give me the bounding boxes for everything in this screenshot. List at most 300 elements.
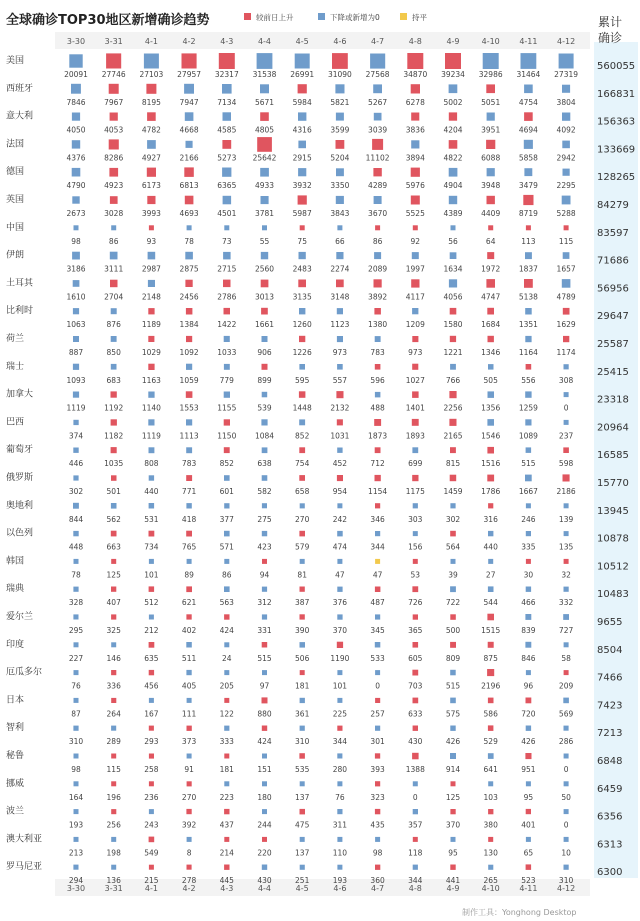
value-label: 392 bbox=[181, 820, 197, 830]
value-label: 402 bbox=[181, 626, 197, 635]
value-label: 1667 bbox=[518, 487, 538, 496]
value-cell bbox=[148, 280, 155, 287]
value-cell bbox=[72, 168, 81, 177]
value-cell bbox=[109, 139, 119, 149]
value-label: 209 bbox=[558, 681, 574, 691]
value-cell bbox=[411, 168, 420, 177]
value-cell bbox=[187, 559, 192, 564]
date-label-top: 4-7 bbox=[371, 37, 385, 46]
value-label: 563 bbox=[219, 598, 234, 608]
value-cell bbox=[223, 252, 231, 260]
value-label: 815 bbox=[445, 459, 461, 469]
value-label: 6088 bbox=[481, 153, 501, 163]
value-label: 1154 bbox=[368, 487, 388, 496]
value-cell bbox=[335, 84, 344, 93]
value-cell bbox=[487, 113, 495, 121]
total-value: 133669 bbox=[597, 144, 636, 156]
value-cell bbox=[262, 503, 267, 508]
value-label: 0 bbox=[375, 681, 380, 691]
country-label: 韩国 bbox=[6, 556, 25, 567]
value-cell bbox=[337, 503, 342, 508]
value-cell bbox=[563, 474, 570, 481]
value-cell bbox=[148, 419, 154, 425]
value-label: 535 bbox=[295, 765, 310, 774]
value-label: 111 bbox=[181, 709, 197, 719]
value-label: 4117 bbox=[405, 292, 425, 302]
country-label: 加拿大 bbox=[6, 389, 34, 400]
value-label: 638 bbox=[257, 459, 272, 469]
value-cell bbox=[375, 587, 381, 593]
value-cell bbox=[148, 392, 154, 398]
value-label: 1448 bbox=[292, 403, 312, 413]
value-cell bbox=[337, 225, 342, 230]
value-cell bbox=[412, 670, 418, 676]
value-label: 1580 bbox=[443, 320, 463, 330]
value-cell bbox=[111, 336, 117, 342]
value-label: 1553 bbox=[179, 403, 199, 413]
value-cell bbox=[187, 837, 192, 842]
value-cell bbox=[564, 420, 569, 425]
value-label: 258 bbox=[144, 765, 159, 774]
total-value: 560055 bbox=[597, 61, 636, 72]
value-label: 3804 bbox=[556, 97, 576, 107]
value-label: 779 bbox=[219, 375, 234, 385]
value-cell bbox=[337, 364, 343, 370]
value-label: 4754 bbox=[518, 97, 538, 107]
value-cell bbox=[111, 559, 116, 564]
value-cell bbox=[74, 809, 79, 814]
country-label: 瑞典 bbox=[6, 584, 25, 595]
value-label: 2166 bbox=[179, 153, 199, 163]
value-cell bbox=[411, 196, 420, 205]
value-cell bbox=[413, 781, 418, 786]
country-label: 巴西 bbox=[6, 417, 25, 428]
total-value: 83597 bbox=[597, 227, 629, 239]
date-label-top: 4-8 bbox=[408, 37, 422, 46]
value-label: 1174 bbox=[556, 348, 576, 357]
value-cell bbox=[488, 531, 493, 536]
value-label: 115 bbox=[106, 765, 121, 774]
value-label: 95 bbox=[448, 848, 458, 858]
value-label: 569 bbox=[558, 709, 574, 719]
value-cell bbox=[260, 84, 269, 93]
value-cell bbox=[261, 280, 269, 288]
value-label: 312 bbox=[257, 598, 272, 608]
total-value: 84279 bbox=[597, 200, 629, 211]
value-label: 73 bbox=[222, 236, 232, 246]
value-label: 424 bbox=[257, 737, 272, 747]
value-label: 4289 bbox=[368, 181, 388, 191]
value-label: 1093 bbox=[66, 375, 86, 385]
value-label: 89 bbox=[184, 570, 194, 580]
value-cell bbox=[564, 503, 569, 508]
value-cell bbox=[224, 559, 229, 564]
value-cell bbox=[262, 447, 268, 453]
value-cell bbox=[74, 559, 79, 564]
value-label: 954 bbox=[332, 487, 348, 496]
value-cell bbox=[375, 225, 380, 230]
value-label: 641 bbox=[483, 765, 498, 774]
value-cell bbox=[149, 809, 154, 814]
value-cell bbox=[260, 112, 269, 121]
value-cell bbox=[413, 865, 418, 870]
value-cell bbox=[412, 475, 418, 481]
value-label: 1084 bbox=[254, 431, 275, 441]
value-cell bbox=[261, 308, 268, 315]
value-cell bbox=[413, 726, 418, 731]
value-cell bbox=[262, 614, 267, 619]
value-cell bbox=[186, 391, 193, 398]
value-label: 2915 bbox=[292, 153, 312, 163]
value-cell bbox=[563, 447, 569, 453]
value-label: 2875 bbox=[179, 264, 199, 274]
value-label: 596 bbox=[370, 375, 385, 385]
value-cell bbox=[564, 225, 569, 230]
value-label: 515 bbox=[445, 681, 461, 691]
value-cell bbox=[336, 196, 344, 204]
value-label: 220 bbox=[257, 848, 272, 858]
value-label: 34870 bbox=[403, 70, 428, 79]
value-cell bbox=[73, 280, 80, 287]
value-cell bbox=[300, 698, 305, 703]
value-label: 113 bbox=[521, 236, 536, 246]
country-label: 比利时 bbox=[6, 306, 34, 317]
date-label-top: 3-30 bbox=[66, 37, 86, 46]
value-cell bbox=[563, 614, 569, 620]
value-cell bbox=[299, 336, 305, 342]
total-value: 6313 bbox=[597, 839, 623, 851]
value-cell bbox=[412, 753, 419, 760]
value-cell bbox=[523, 195, 533, 205]
value-cell bbox=[564, 754, 569, 759]
value-label: 65 bbox=[523, 848, 534, 858]
value-cell bbox=[111, 698, 116, 703]
country-label: 葡萄牙 bbox=[6, 445, 34, 456]
value-label: 808 bbox=[144, 459, 159, 469]
value-cell bbox=[187, 865, 192, 870]
value-cell bbox=[449, 84, 458, 93]
value-label: 850 bbox=[106, 348, 121, 357]
value-cell bbox=[148, 364, 154, 370]
value-label: 973 bbox=[332, 348, 348, 357]
value-label: 76 bbox=[71, 681, 81, 691]
value-label: 1033 bbox=[217, 348, 237, 357]
total-value: 13945 bbox=[597, 505, 629, 517]
value-cell bbox=[562, 196, 571, 205]
value-label: 1140 bbox=[141, 403, 161, 413]
value-cell bbox=[72, 196, 79, 203]
value-label: 1119 bbox=[66, 403, 86, 413]
value-label: 726 bbox=[408, 598, 423, 608]
total-value: 6356 bbox=[597, 811, 623, 823]
value-label: 4050 bbox=[66, 125, 86, 135]
value-cell bbox=[564, 559, 569, 564]
value-cell bbox=[336, 113, 344, 121]
value-cell bbox=[486, 140, 495, 149]
value-label: 0 bbox=[563, 403, 569, 413]
value-label: 3111 bbox=[104, 264, 124, 274]
value-cell bbox=[375, 559, 380, 564]
value-cell bbox=[562, 279, 571, 288]
value-label: 771 bbox=[181, 487, 197, 496]
value-label: 361 bbox=[295, 709, 310, 719]
value-cell bbox=[375, 503, 380, 508]
value-cell bbox=[450, 447, 456, 453]
value-cell bbox=[375, 781, 380, 786]
value-cell bbox=[300, 587, 305, 592]
value-cell bbox=[149, 754, 154, 759]
value-label: 1346 bbox=[481, 348, 501, 357]
value-cell bbox=[449, 196, 457, 204]
value-cell bbox=[564, 809, 569, 814]
value-cell bbox=[73, 336, 79, 342]
country-label: 土耳其 bbox=[6, 278, 34, 289]
value-cell bbox=[187, 225, 192, 230]
total-value: 7466 bbox=[597, 672, 623, 684]
value-cell bbox=[147, 140, 156, 149]
value-cell bbox=[111, 809, 116, 814]
value-label: 344 bbox=[408, 876, 423, 886]
value-label: 4904 bbox=[443, 181, 463, 191]
value-label: 579 bbox=[295, 542, 310, 552]
value-label: 1175 bbox=[405, 487, 425, 496]
value-label: 3013 bbox=[254, 292, 275, 302]
country-label: 西班牙 bbox=[6, 83, 34, 94]
value-cell bbox=[413, 837, 418, 842]
country-label: 德国 bbox=[6, 167, 25, 178]
value-label: 214 bbox=[219, 848, 234, 858]
value-label: 110 bbox=[332, 848, 348, 858]
value-label: 24 bbox=[222, 653, 232, 663]
value-label: 377 bbox=[219, 514, 234, 524]
value-label: 370 bbox=[445, 820, 461, 830]
value-label: 5976 bbox=[405, 181, 425, 191]
value-label: 212 bbox=[144, 626, 159, 635]
value-cell bbox=[521, 53, 537, 69]
value-label: 2560 bbox=[254, 264, 275, 274]
value-label: 92 bbox=[410, 236, 421, 246]
date-label-bottom: 4-2 bbox=[182, 884, 196, 893]
country-label: 瑞士 bbox=[6, 361, 25, 372]
date-label-top: 3-31 bbox=[104, 37, 123, 46]
value-cell bbox=[187, 726, 192, 731]
value-cell bbox=[224, 642, 229, 647]
value-cell bbox=[219, 53, 235, 69]
value-cell bbox=[375, 670, 380, 675]
value-cell bbox=[73, 448, 78, 453]
date-label-top: 4-12 bbox=[557, 37, 576, 46]
value-label: 93 bbox=[146, 236, 157, 246]
value-label: 78 bbox=[184, 236, 194, 246]
value-cell bbox=[298, 168, 306, 176]
value-label: 3479 bbox=[518, 181, 538, 191]
value-cell bbox=[111, 391, 117, 397]
legend-swatch-down bbox=[318, 13, 325, 20]
value-label: 549 bbox=[144, 848, 159, 858]
value-cell bbox=[488, 837, 493, 842]
value-cell bbox=[524, 279, 533, 288]
value-label: 1209 bbox=[405, 320, 425, 330]
value-label: 783 bbox=[181, 459, 197, 469]
value-label: 1515 bbox=[481, 626, 501, 635]
value-cell bbox=[224, 781, 229, 786]
value-cell bbox=[488, 364, 494, 370]
value-cell bbox=[412, 364, 418, 370]
value-label: 31538 bbox=[252, 70, 277, 79]
value-label: 2148 bbox=[141, 292, 161, 302]
value-label: 4585 bbox=[217, 125, 237, 135]
value-cell bbox=[488, 698, 494, 704]
total-value: 166831 bbox=[597, 88, 636, 100]
value-label: 164 bbox=[68, 792, 84, 802]
country-label: 挪威 bbox=[6, 778, 25, 789]
value-label: 571 bbox=[219, 542, 234, 552]
value-label: 10 bbox=[561, 848, 571, 858]
value-label: 1384 bbox=[179, 320, 199, 330]
value-label: 544 bbox=[483, 598, 498, 608]
value-label: 5987 bbox=[292, 209, 312, 218]
value-label: 1192 bbox=[104, 403, 124, 413]
value-label: 387 bbox=[295, 598, 310, 608]
value-cell bbox=[526, 837, 531, 842]
value-label: 951 bbox=[521, 765, 536, 774]
value-label: 1119 bbox=[141, 431, 161, 441]
value-cell bbox=[373, 84, 382, 93]
value-label: 1150 bbox=[217, 431, 237, 441]
value-label: 336 bbox=[106, 681, 121, 691]
value-cell bbox=[224, 447, 230, 453]
value-cell bbox=[337, 642, 343, 648]
value-label: 5002 bbox=[443, 97, 463, 107]
total-value: 10512 bbox=[597, 561, 629, 573]
value-cell bbox=[450, 726, 455, 731]
value-cell bbox=[450, 614, 456, 620]
value-label: 515 bbox=[257, 653, 272, 663]
value-cell bbox=[224, 670, 229, 675]
value-cell bbox=[450, 503, 455, 508]
value-label: 1997 bbox=[405, 264, 425, 274]
value-cell bbox=[563, 252, 570, 259]
value-label: 448 bbox=[68, 542, 84, 552]
value-cell bbox=[525, 391, 531, 397]
value-label: 39 bbox=[448, 570, 458, 580]
value-cell bbox=[525, 642, 531, 648]
value-label: 3836 bbox=[405, 125, 425, 135]
value-cell bbox=[526, 670, 531, 675]
value-label: 1029 bbox=[141, 348, 161, 357]
footer-credit: 制作工具：Yonghong Desktop bbox=[462, 908, 577, 917]
value-label: 5858 bbox=[518, 153, 538, 163]
value-cell bbox=[260, 168, 269, 177]
country-label: 法国 bbox=[6, 139, 25, 150]
total-value: 6848 bbox=[597, 756, 623, 767]
value-label: 4316 bbox=[292, 125, 312, 135]
value-cell bbox=[450, 809, 455, 814]
value-label: 310 bbox=[68, 737, 84, 747]
value-label: 2786 bbox=[217, 292, 237, 302]
value-label: 118 bbox=[408, 848, 423, 858]
value-cell bbox=[487, 614, 494, 621]
value-cell bbox=[411, 279, 419, 287]
value-cell bbox=[337, 475, 343, 481]
value-label: 115 bbox=[558, 236, 574, 246]
country-label: 爱尔兰 bbox=[6, 612, 34, 622]
value-label: 125 bbox=[445, 792, 461, 802]
total-value: 7423 bbox=[597, 700, 623, 712]
value-label: 280 bbox=[332, 765, 348, 774]
value-label: 1657 bbox=[556, 264, 576, 274]
value-cell bbox=[563, 698, 569, 704]
value-cell bbox=[450, 586, 456, 592]
value-label: 27 bbox=[485, 570, 496, 580]
value-cell bbox=[262, 670, 267, 675]
value-cell bbox=[564, 364, 569, 369]
value-cell bbox=[373, 168, 381, 176]
value-cell bbox=[257, 53, 273, 69]
value-label: 53 bbox=[410, 570, 421, 580]
value-label: 3039 bbox=[368, 125, 388, 135]
value-cell bbox=[146, 84, 156, 94]
value-cell bbox=[524, 85, 533, 94]
value-label: 97 bbox=[259, 681, 270, 691]
value-label: 39234 bbox=[441, 70, 465, 79]
total-header: 累计 bbox=[598, 15, 623, 29]
value-cell bbox=[73, 308, 79, 314]
value-label: 2165 bbox=[443, 431, 463, 441]
value-cell bbox=[412, 419, 419, 426]
value-label: 301 bbox=[370, 737, 385, 747]
value-label: 3670 bbox=[368, 209, 388, 218]
value-label: 78 bbox=[71, 570, 81, 580]
value-label: 4805 bbox=[254, 125, 275, 135]
value-cell bbox=[149, 531, 155, 537]
value-label: 430 bbox=[408, 737, 423, 747]
value-label: 20091 bbox=[64, 70, 88, 79]
value-cell bbox=[69, 54, 82, 67]
value-label: 96 bbox=[523, 681, 534, 691]
value-label: 586 bbox=[483, 709, 498, 719]
value-label: 5525 bbox=[405, 209, 425, 218]
value-label: 1546 bbox=[481, 431, 501, 441]
value-cell bbox=[186, 336, 192, 342]
value-cell bbox=[300, 614, 305, 619]
value-cell bbox=[449, 279, 457, 287]
value-label: 4923 bbox=[104, 181, 124, 191]
value-label: 582 bbox=[257, 487, 272, 496]
value-label: 456 bbox=[144, 681, 159, 691]
value-label: 101 bbox=[144, 570, 159, 580]
value-cell bbox=[299, 252, 306, 259]
value-label: 564 bbox=[445, 542, 461, 552]
value-label: 512 bbox=[144, 598, 159, 608]
date-label-top: 4-9 bbox=[446, 37, 460, 46]
value-cell bbox=[411, 84, 420, 93]
value-cell bbox=[411, 140, 419, 148]
total-value: 20964 bbox=[597, 422, 629, 434]
date-label-bottom: 4-7 bbox=[371, 884, 385, 893]
value-cell bbox=[375, 753, 380, 758]
value-cell bbox=[261, 196, 269, 204]
total-value: 6459 bbox=[597, 783, 623, 795]
value-cell bbox=[111, 614, 116, 619]
value-label: 430 bbox=[257, 876, 272, 886]
value-label: 973 bbox=[408, 348, 423, 357]
value-cell bbox=[110, 252, 118, 260]
country-label: 澳大利亚 bbox=[6, 834, 43, 845]
value-cell bbox=[224, 809, 229, 814]
value-label: 6813 bbox=[179, 181, 199, 191]
value-label: 401 bbox=[521, 820, 536, 830]
